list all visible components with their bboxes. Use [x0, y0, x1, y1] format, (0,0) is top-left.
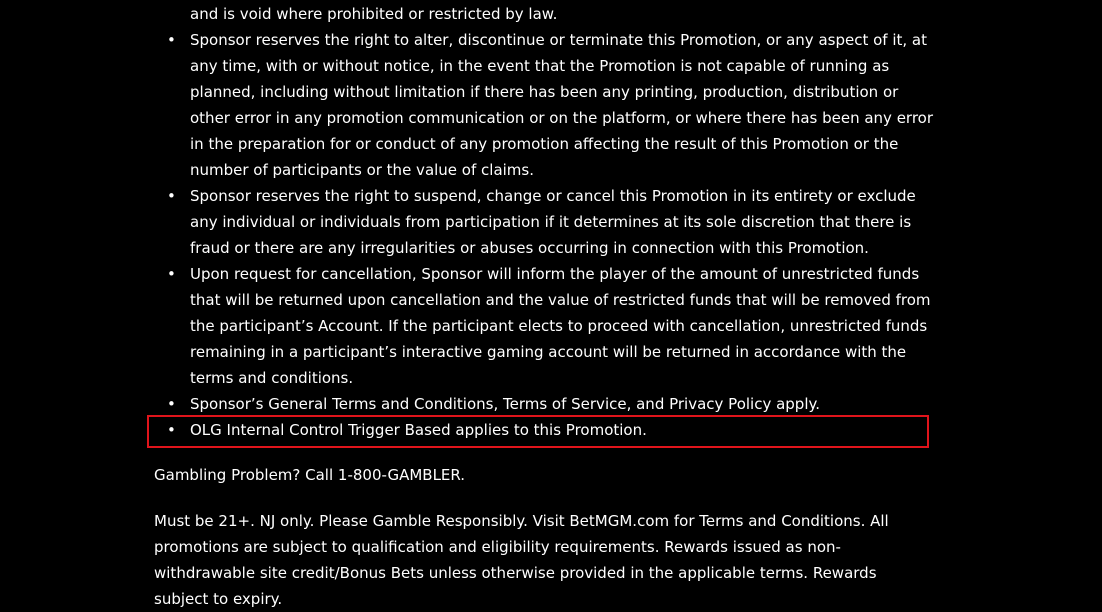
terms-bullet-text: Sponsor’s General Terms and Conditions, Terms of Service, and Privacy Policy apply.: [190, 395, 821, 413]
terms-bullet-text: Sponsor reserves the right to suspend, change or cancel this Promotion in its entirety or exclude any individual or individuals from participation if it determines at its sole discretion that there is fraud or there are any irregularities or abuses occurring in connection with this Promotion.: [190, 187, 916, 257]
disclaimer-text: Must be 21+. NJ only. Please Gamble Responsibly. Visit BetMGM.com for Terms and Conditions. All promotions are subject to qualification and eligibility requirements. Rewards issued as non-withdrawable site credit/Bonus Bets unless otherwise provided in the applicable terms. Rewards subject to expiry.: [154, 512, 889, 608]
terms-bullet-cancellation-funds: [154, 261, 934, 391]
promotion-terms: [154, 0, 934, 443]
terms-bullet-text: Upon request for cancellation, Sponsor will inform the player of the amount of unrestricted funds that will be returned upon cancellation and the value of restricted funds that will be removed from the participant’s Account. If the participant elects to proceed with cancellation, unrestricted funds remaining in a participant’s interactive gaming account will be returned in accordance with the terms and conditions.: [190, 265, 931, 387]
terms-bullet-suspend-cancel: [154, 183, 934, 261]
terms-bullet-continued: [154, 1, 934, 27]
terms-bullet-list: [154, 1, 934, 443]
gambling-problem-text: Gambling Problem? Call 1-800-GAMBLER.: [154, 466, 466, 484]
terms-bullet-general-terms: [154, 391, 934, 417]
terms-bullet-text: OLG Internal Control Trigger Based applies to this Promotion.: [190, 421, 647, 439]
terms-bullet-text: and is void where prohibited or restricted by law.: [190, 5, 558, 23]
terms-bullet-olg-internal-control: [154, 417, 934, 443]
terms-bullet-alter-terminate: [154, 27, 934, 183]
terms-bullet-text: Sponsor reserves the right to alter, discontinue or terminate this Promotion, or any aspect of it, at any time, with or without notice, in the event that the Promotion is not capable of running as planned, including without limitation if there has been any printing, production, distribution or other error in any promotion communication or on the platform, or where there has been any error in the preparation for or conduct of any promotion affecting the result of this Promotion or the number of participants or the value of claims.: [190, 31, 934, 179]
